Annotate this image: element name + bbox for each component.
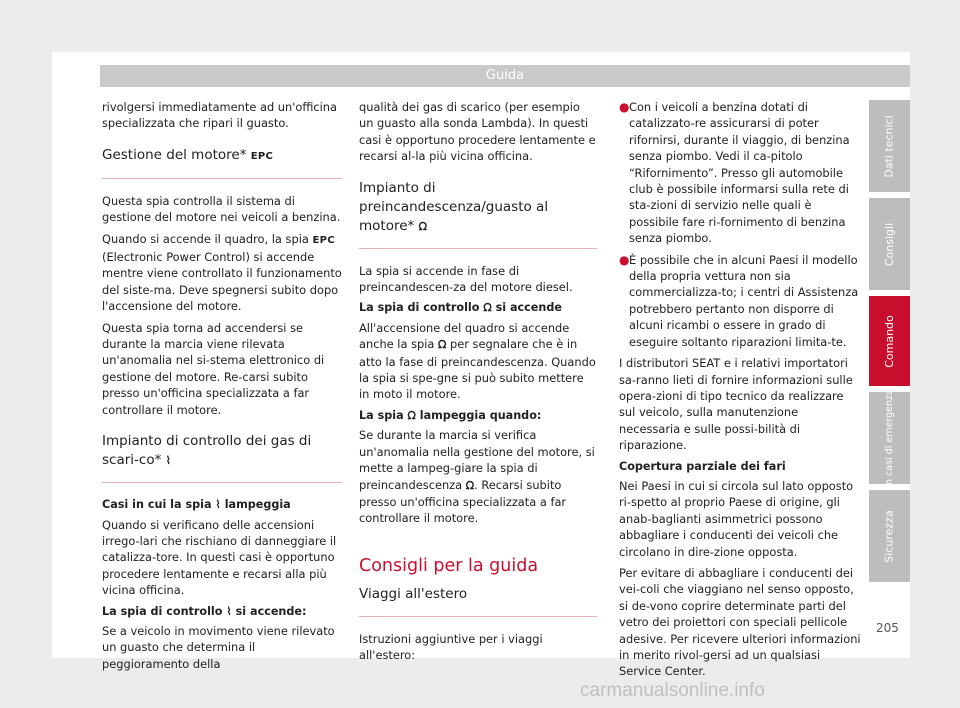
header-title: Guida bbox=[100, 65, 910, 87]
section-divider bbox=[359, 616, 597, 617]
section-title-engine-management: Gestione del motore* EPC bbox=[102, 146, 274, 163]
column-3 bbox=[619, 99, 861, 685]
page-number: 205 bbox=[876, 621, 899, 635]
tab-comando[interactable]: Comando bbox=[869, 296, 910, 386]
section-title-travel-abroad: Viaggi all'estero bbox=[359, 585, 468, 602]
subheading: La spia di controllo ⌇ si accende: bbox=[102, 604, 342, 620]
bullet-item: ● Con i veicoli a benzina dotati di catalizzato-re assicurarsi di poter rifornirsi, durante il viaggio, di benzina senza piombo. Vedi il ca-pitolo “Rifornimento”. Presso gli automobile club è possibile informarsi sulla rete di sta-zioni di servizio nelle quali è possibile fare ri-fornimento di benzina senza piombo. bbox=[619, 100, 850, 246]
epc-warning-icon: EPC bbox=[312, 234, 335, 246]
paragraph: Se a veicolo in movimento viene rilevato un guasto che determina il peggioramento della bbox=[102, 623, 335, 671]
paragraph: qualità dei gas di scarico (per esempio un guasto alla sonda Lambda). In questi casi è opportuno procedere lentamente e recarsi al-la più vicina officina. bbox=[359, 100, 596, 164]
paragraph: Questa spia controlla il sistema di gestione del motore nei veicoli a benzina. bbox=[102, 193, 341, 225]
subheading: Casi in cui la spia ⌇ lampeggia bbox=[102, 497, 342, 513]
glow-plug-icon: ᘯ bbox=[418, 219, 427, 233]
subheading: Copertura parziale dei fari bbox=[619, 459, 786, 473]
glow-plug-icon: ᘯ bbox=[407, 408, 416, 422]
bullet-icon: ● bbox=[619, 252, 630, 267]
section-title-glow-plug: Impianto di preincandescenza/guasto al motore* ᘯ bbox=[359, 179, 549, 234]
section-title-exhaust-control: Impianto di controllo dei gas di scari-co* ⌇ bbox=[102, 433, 312, 469]
paragraph: Se durante la marcia si verifica un'anomalia nella gestione del motore, si mette a lampeg-giare la spia di preincandescenza ᘯ. Recarsi subito presso un'officina specializzata a far controllare il motore. bbox=[359, 428, 595, 526]
bullet-icon: ● bbox=[619, 100, 630, 114]
tab-sicurezza[interactable]: Sicurezza bbox=[869, 490, 910, 582]
exhaust-warning-icon: ⌇ bbox=[215, 498, 221, 512]
subheading: La spia ᘯ lampeggia quando: bbox=[359, 408, 597, 424]
bullet-item: ● È possibile che in alcuni Paesi il modello della propria vettura non sia commercializza-to; i centri di Assistenza potrebbero pertanto non disporre di alcuni ricambi o essere in grado di eseguire soltanto riparazioni limita-te. bbox=[619, 252, 859, 349]
exhaust-warning-icon: ⌇ bbox=[165, 454, 172, 468]
paragraph: Nei Paesi in cui si circola sul lato opposto ri-spetto al proprio Paese di origine, gli anab-baglianti asimmetrici possono abbagliare i conducenti dei veicoli che circolano in dire-zione opposta. bbox=[619, 478, 854, 559]
glow-plug-icon: ᘯ bbox=[483, 301, 492, 315]
section-divider bbox=[102, 482, 342, 483]
section-divider bbox=[359, 248, 597, 249]
paragraph: La spia si accende in fase di preincandescen-za del motore diesel. bbox=[359, 263, 573, 295]
page bbox=[52, 52, 910, 679]
paragraph: Quando si accende il quadro, la spia EPC (Electronic Power Control) si accende mentre viene controllato il funzionamento del siste-ma. Deve spegnersi subito dopo l'accensione del motore. bbox=[102, 231, 342, 314]
paragraph: Per evitare di abbagliare i conducenti dei vei-coli che viaggiano nel senso opposto, si de-vono coprire determinate parti del vetro dei proiettori con speciali pellicole adesive. Per ricevere ulteriori informazioni in merito rivol-gersi ad un qualsiasi Service Center. bbox=[619, 565, 861, 679]
section-divider bbox=[102, 178, 342, 179]
paragraph: I distributori SEAT e i relativi importatori sa-ranno lieti di fornire informazioni sulle opera-zioni di tipo tecnico da realizzare sul veicolo, sulla manutenzione necessaria e sulle possi-bilità di riparazione. bbox=[619, 356, 853, 453]
glow-plug-icon: ᘯ bbox=[465, 478, 475, 492]
watermark: carmanualsonline.info bbox=[580, 680, 765, 701]
glow-plug-icon: ᘯ bbox=[438, 338, 447, 352]
column-2 bbox=[359, 99, 597, 669]
tab-in-casi-di-emergenza[interactable]: In casi di emergenza bbox=[869, 392, 910, 484]
intro-text: rivolgersi immediatamente ad un'officina specializzata che ripari il guasto. bbox=[102, 100, 337, 131]
exhaust-warning-icon: ⌇ bbox=[226, 604, 232, 618]
subheading: La spia di controllo ᘯ si accende bbox=[359, 300, 597, 316]
chapter-title: Consigli per la guida bbox=[359, 555, 539, 576]
paragraph: Questa spia torna ad accendersi se durante la marcia viene rilevata un'anomalia nel si-stema elettronico di gestione del motore. Re-carsi subito presso un'officina specializzata a far controllare il motore. bbox=[102, 320, 325, 417]
paragraph: Quando si verificano delle accensioni irrego-lari che rischiano di danneggiare il catalizza-tore. In questi casi è opportuno procedere lentamente e recarsi alla più vicina officina. bbox=[102, 517, 337, 598]
epc-warning-icon: EPC bbox=[250, 150, 274, 162]
column-1 bbox=[102, 99, 342, 677]
paragraph: All'accensione del quadro si accende anche la spia ᘯ per segnalare che è in atto la fase di preincandescenza. Quando la spia si spe-gne si può subito mettere in moto il motore. bbox=[359, 320, 596, 402]
paragraph: Istruzioni aggiuntive per i viaggi all'estero: bbox=[359, 631, 543, 663]
side-tabs bbox=[869, 52, 910, 658]
tab-consigli[interactable]: Consigli bbox=[869, 198, 910, 290]
tab-dati-tecnici[interactable]: Dati tecnici bbox=[869, 100, 910, 192]
